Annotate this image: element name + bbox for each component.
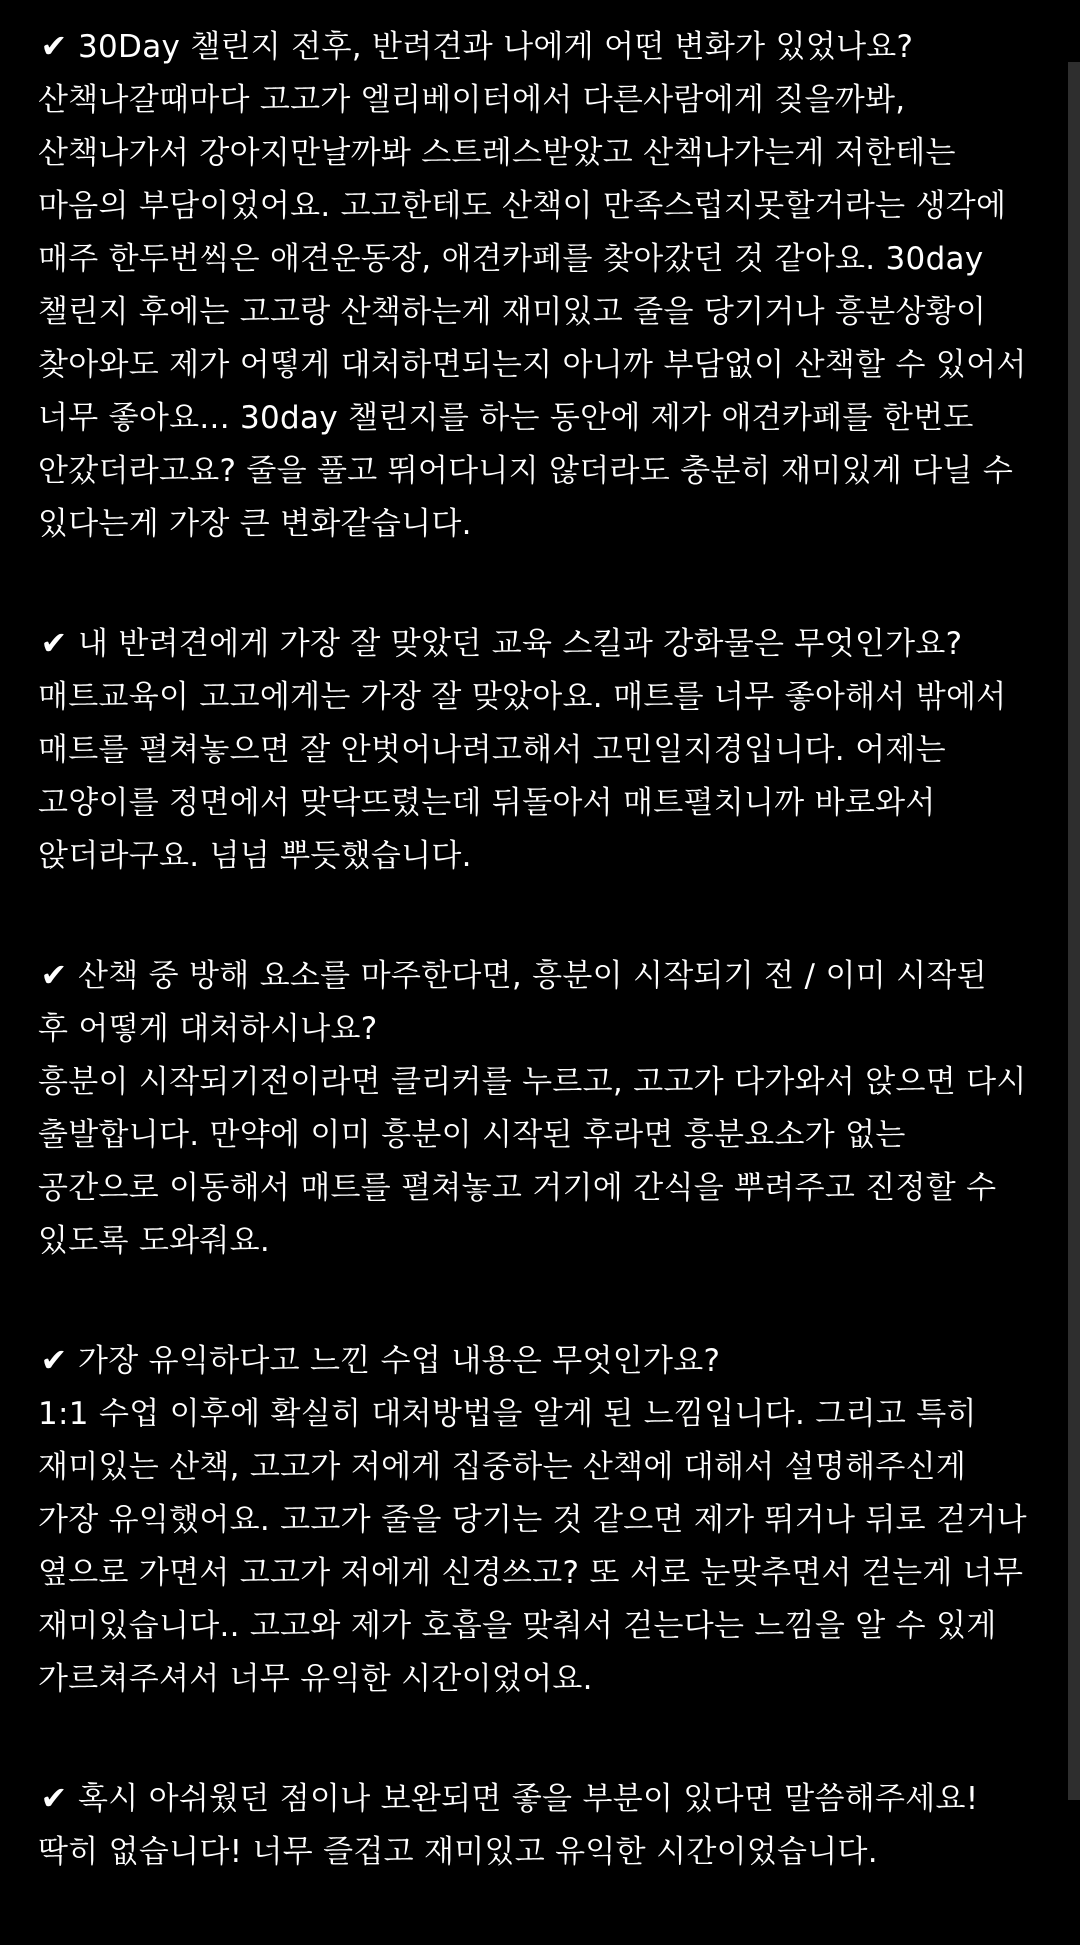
answer-line: 산책나가서 강아지만날까봐 스트레스받았고 산책나가는게 저한테는 xyxy=(38,135,956,171)
answer-line: 1:1 수업 이후에 확실히 대처방법을 알게 된 느낌입니다. 그리고 특히 xyxy=(38,1396,977,1432)
review-content xyxy=(38,20,1058,1945)
question-heading xyxy=(38,617,1058,671)
answer-line: 안갔더라고요? 줄을 풀고 뛰어다니지 않더라도 충분히 재미있게 다닐 수 xyxy=(38,453,1014,489)
answer-line: 있다는게 가장 큰 변화같습니다. xyxy=(38,506,472,542)
checkmark-icon: ✔ xyxy=(40,624,68,662)
answer-line: 마음의 부담이었어요. 고고한테도 산책이 만족스럽지못할거라는 생각에 xyxy=(38,188,1007,224)
question-text: 혹시 아쉬웠던 점이나 보완되면 좋을 부분이 있다면 말씀해주세요! xyxy=(78,1781,979,1817)
qa-section xyxy=(38,1772,1058,1879)
question-text-continued: 후 어떻게 대처하시나요? xyxy=(38,1011,378,1047)
answer-line: 너무 좋아요... 30day 챌린지를 하는 동안에 제가 애견카페를 한번도 xyxy=(38,400,974,436)
question-text: 내 반려견에게 가장 잘 맞았던 교육 스킬과 강화물은 무엇인가요? xyxy=(78,626,963,662)
question-heading xyxy=(38,949,1058,1003)
answer-line: 출발합니다. 만약에 이미 흥분이 시작된 후라면 흥분요소가 없는 xyxy=(38,1117,906,1153)
answer-line: 흥분이 시작되기전이라면 클리커를 누르고, 고고가 다가와서 앉으면 다시 xyxy=(38,1064,1027,1100)
answer-line: 앉더라구요. 넘넘 뿌듯했습니다. xyxy=(38,838,472,874)
question-text: 가장 유익하다고 느낀 수업 내용은 무엇인가요? xyxy=(78,1343,721,1379)
qa-section xyxy=(38,949,1058,1268)
answer-line: 가장 유익했어요. 고고가 줄을 당기는 것 같으면 제가 뛰거나 뒤로 걷거나 xyxy=(38,1502,1027,1538)
answer-line: 매트를 펼쳐놓으면 잘 안벗어나려고해서 고민일지경입니다. 어제는 xyxy=(38,732,946,768)
question-text: 30Day 챌린지 전후, 반려견과 나에게 어떤 변화가 있었나요? xyxy=(78,29,914,65)
answer-line: 공간으로 이동해서 매트를 펼쳐놓고 거기에 간식을 뿌려주고 진정할 수 xyxy=(38,1170,997,1206)
question-heading xyxy=(38,1334,1058,1388)
checkmark-icon: ✔ xyxy=(40,27,68,65)
checkmark-icon: ✔ xyxy=(40,1341,68,1379)
checkmark-icon: ✔ xyxy=(40,1779,68,1817)
answer-line: 산책나갈때마다 고고가 엘리베이터에서 다른사람에게 짖을까봐, xyxy=(38,82,906,118)
answer-line: 재미있는 산책, 고고가 저에게 집중하는 산책에 대해서 설명해주신게 xyxy=(38,1449,967,1485)
answer-line: 찾아와도 제가 어떻게 대처하면되는지 아니까 부담없이 산책할 수 있어서 xyxy=(38,347,1027,383)
answer-line: 매주 한두번씩은 애견운동장, 애견카페를 찾아갔던 것 같아요. 30day xyxy=(38,241,984,277)
answer-line: 옆으로 가면서 고고가 저에게 신경쓰고? 또 서로 눈맞추면서 걷는게 너무 xyxy=(38,1555,1024,1591)
qa-section xyxy=(38,617,1058,883)
answer-line: 가르쳐주셔서 너무 유익한 시간이었어요. xyxy=(38,1661,593,1697)
checkmark-icon: ✔ xyxy=(40,956,68,994)
answer-line: 있도록 도와줘요. xyxy=(38,1223,271,1259)
answer-line: 매트교육이 고고에게는 가장 잘 맞았아요. 매트를 너무 좋아해서 밖에서 xyxy=(38,679,1007,715)
question-heading xyxy=(38,1772,1058,1826)
answer-line: 딱히 없습니다! 너무 즐겁고 재미있고 유익한 시간이었습니다. xyxy=(38,1834,878,1870)
qa-section xyxy=(38,20,1058,551)
question-text: 산책 중 방해 요소를 마주한다면, 흥분이 시작되기 전 / 이미 시작된 xyxy=(78,958,987,994)
question-heading xyxy=(38,20,1058,74)
scrollbar-thumb[interactable] xyxy=(1068,62,1080,1800)
qa-section xyxy=(38,1334,1058,1706)
answer-line: 고양이를 정면에서 맞닥뜨렸는데 뒤돌아서 매트펼치니까 바로와서 xyxy=(38,785,936,821)
answer-line: 챌린지 후에는 고고랑 산책하는게 재미있고 줄을 당기거나 흥분상황이 xyxy=(38,294,987,330)
answer-line: 재미있습니다.. 고고와 제가 호흡을 맞춰서 걷는다는 느낌을 알 수 있게 xyxy=(38,1608,997,1644)
